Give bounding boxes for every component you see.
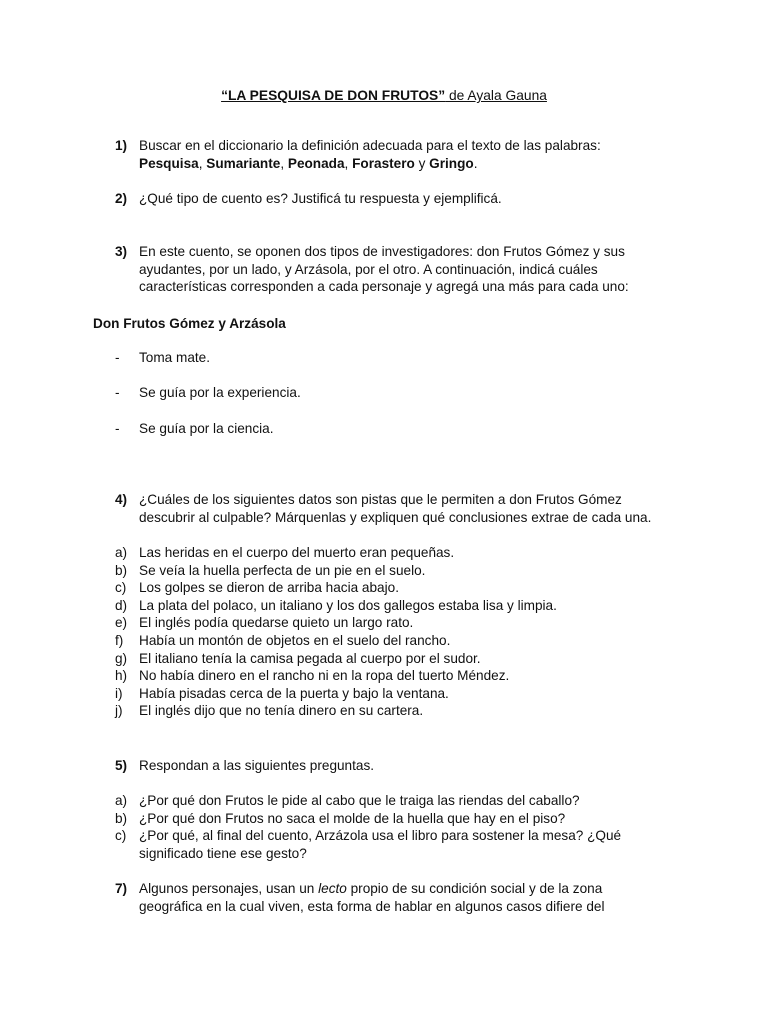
item-text: La plata del polaco, un italiano y los dos gallegos estaba lisa y limpia. (139, 597, 557, 613)
separator: , (344, 155, 353, 171)
list-item (115, 667, 675, 685)
item-letter: d) (115, 597, 128, 613)
trait-text: Se guía por la experiencia. (139, 385, 301, 400)
list-item (115, 792, 645, 810)
list-item (115, 614, 675, 632)
bullet-dash: - (115, 350, 120, 365)
question-text: ¿Qué tipo de cuento es? Justificá tu respuesta y ejemplificá. (139, 191, 502, 206)
question-number: 5) (115, 758, 128, 773)
characters-heading: Don Frutos Gómez y Arzásola (93, 316, 286, 331)
list-item (115, 702, 675, 720)
separator: , (280, 155, 288, 171)
item-letter: b) (115, 810, 128, 826)
item-text: Las heridas en el cuerpo del muerto eran pequeñas. (139, 545, 455, 560)
question-text (139, 880, 655, 915)
item-text: Había un montón de objetos en el suelo del rancho. (139, 632, 451, 648)
vocab-word: Sumariante (206, 155, 281, 171)
question-text-end: propio de su condición social y de la zona geográfica en la cual viven, esta forma de hablar en algunos casos difiere del (139, 881, 605, 914)
separator: , (198, 155, 207, 171)
item-letter: a) (115, 545, 128, 560)
trait-item (115, 349, 210, 367)
question-text-start: Algunos personajes, usan un (139, 881, 319, 896)
author-credit: de Ayala Gauna (445, 88, 547, 103)
trait-item (115, 420, 274, 438)
vocab-word: Peonada (287, 155, 345, 171)
question-number: 7) (115, 881, 128, 896)
vocab-word: Pesquisa (139, 155, 199, 171)
question-number: 1) (115, 138, 128, 153)
question-3 (115, 243, 655, 296)
clues-list (115, 544, 675, 720)
list-item (115, 810, 645, 828)
item-letter: c) (115, 580, 127, 596)
question-7 (115, 880, 655, 915)
question-2 (115, 190, 675, 208)
item-letter: h) (115, 668, 128, 684)
question-text: ¿Cuáles de los siguientes datos son pistas que le permiten a don Frutos Gómez descubrir al culpable? Márquenlas y expliquen qué conclusiones extrae de cada una. (139, 492, 652, 525)
item-letter: b) (115, 562, 128, 578)
item-text: El italiano tenía la camisa pegada al cuerpo por el sudor. (139, 650, 481, 666)
item-text: Los golpes se dieron de arriba hacia abajo. (139, 580, 399, 596)
trait-text: Toma mate. (139, 350, 211, 365)
question-intro: Buscar en el diccionario la definición adecuada para el texto de las palabras: (139, 138, 601, 153)
item-letter: e) (115, 615, 128, 631)
item-letter: f) (115, 632, 124, 648)
list-item (115, 632, 675, 650)
list-item (115, 544, 675, 562)
item-text: No había dinero en el rancho ni en la ropa del tuerto Méndez. (139, 668, 510, 684)
question-text: En este cuento, se oponen dos tipos de investigadores: don Frutos Gómez y sus ayudantes, por un lado, y Arzásola, por el otro. A continuación, indicá cuáles características corresponden a cada personaje y agregá una más para cada uno: (139, 244, 629, 295)
story-title: “LA PESQUISA DE DON FRUTOS” (221, 88, 446, 103)
conjunction: y (414, 155, 430, 171)
document-title (0, 87, 768, 105)
item-letter: j) (115, 703, 123, 719)
list-item (115, 827, 645, 862)
item-text: Había pisadas cerca de la puerta y bajo la ventana. (139, 685, 449, 701)
list-item (115, 685, 675, 703)
period: . (473, 155, 478, 171)
item-text: ¿Por qué, al final del cuento, Arzázola usa el libro para sostener la mesa? ¿Qué significado tiene ese gesto? (139, 828, 622, 861)
item-text: ¿Por qué don Frutos le pide al cabo que le traiga las riendas del caballo? (139, 793, 580, 808)
question-number: 3) (115, 244, 128, 259)
question-text (139, 137, 675, 172)
item-letter: a) (115, 793, 128, 808)
item-text: Se veía la huella perfecta de un pie en el suelo. (139, 562, 426, 578)
list-item (115, 650, 675, 668)
vocab-word: Gringo (429, 155, 474, 171)
list-item (115, 579, 675, 597)
list-item (115, 562, 675, 580)
trait-item (115, 384, 301, 402)
item-letter: i) (115, 685, 123, 701)
item-text: El inglés podía quedarse quieto un largo rato. (139, 615, 414, 631)
trait-text: Se guía por la ciencia. (139, 421, 274, 436)
italic-term: lecto (318, 881, 347, 896)
item-letter: g) (115, 650, 128, 666)
question-number: 4) (115, 492, 128, 507)
list-item (115, 597, 675, 615)
item-letter: c) (115, 828, 127, 844)
item-text: El inglés dijo que no tenía dinero en su cartera. (139, 703, 424, 719)
bullet-dash: - (115, 385, 120, 400)
question-number: 2) (115, 191, 128, 206)
vocab-word: Forastero (352, 155, 415, 171)
bullet-dash: - (115, 421, 120, 436)
questions-list (115, 792, 645, 862)
question-4 (115, 491, 675, 526)
question-text: Respondan a las siguientes preguntas. (139, 758, 375, 773)
item-text: ¿Por qué don Frutos no saca el molde de la huella que hay en el piso? (139, 810, 566, 826)
question-5 (115, 757, 675, 775)
question-1 (115, 137, 675, 172)
